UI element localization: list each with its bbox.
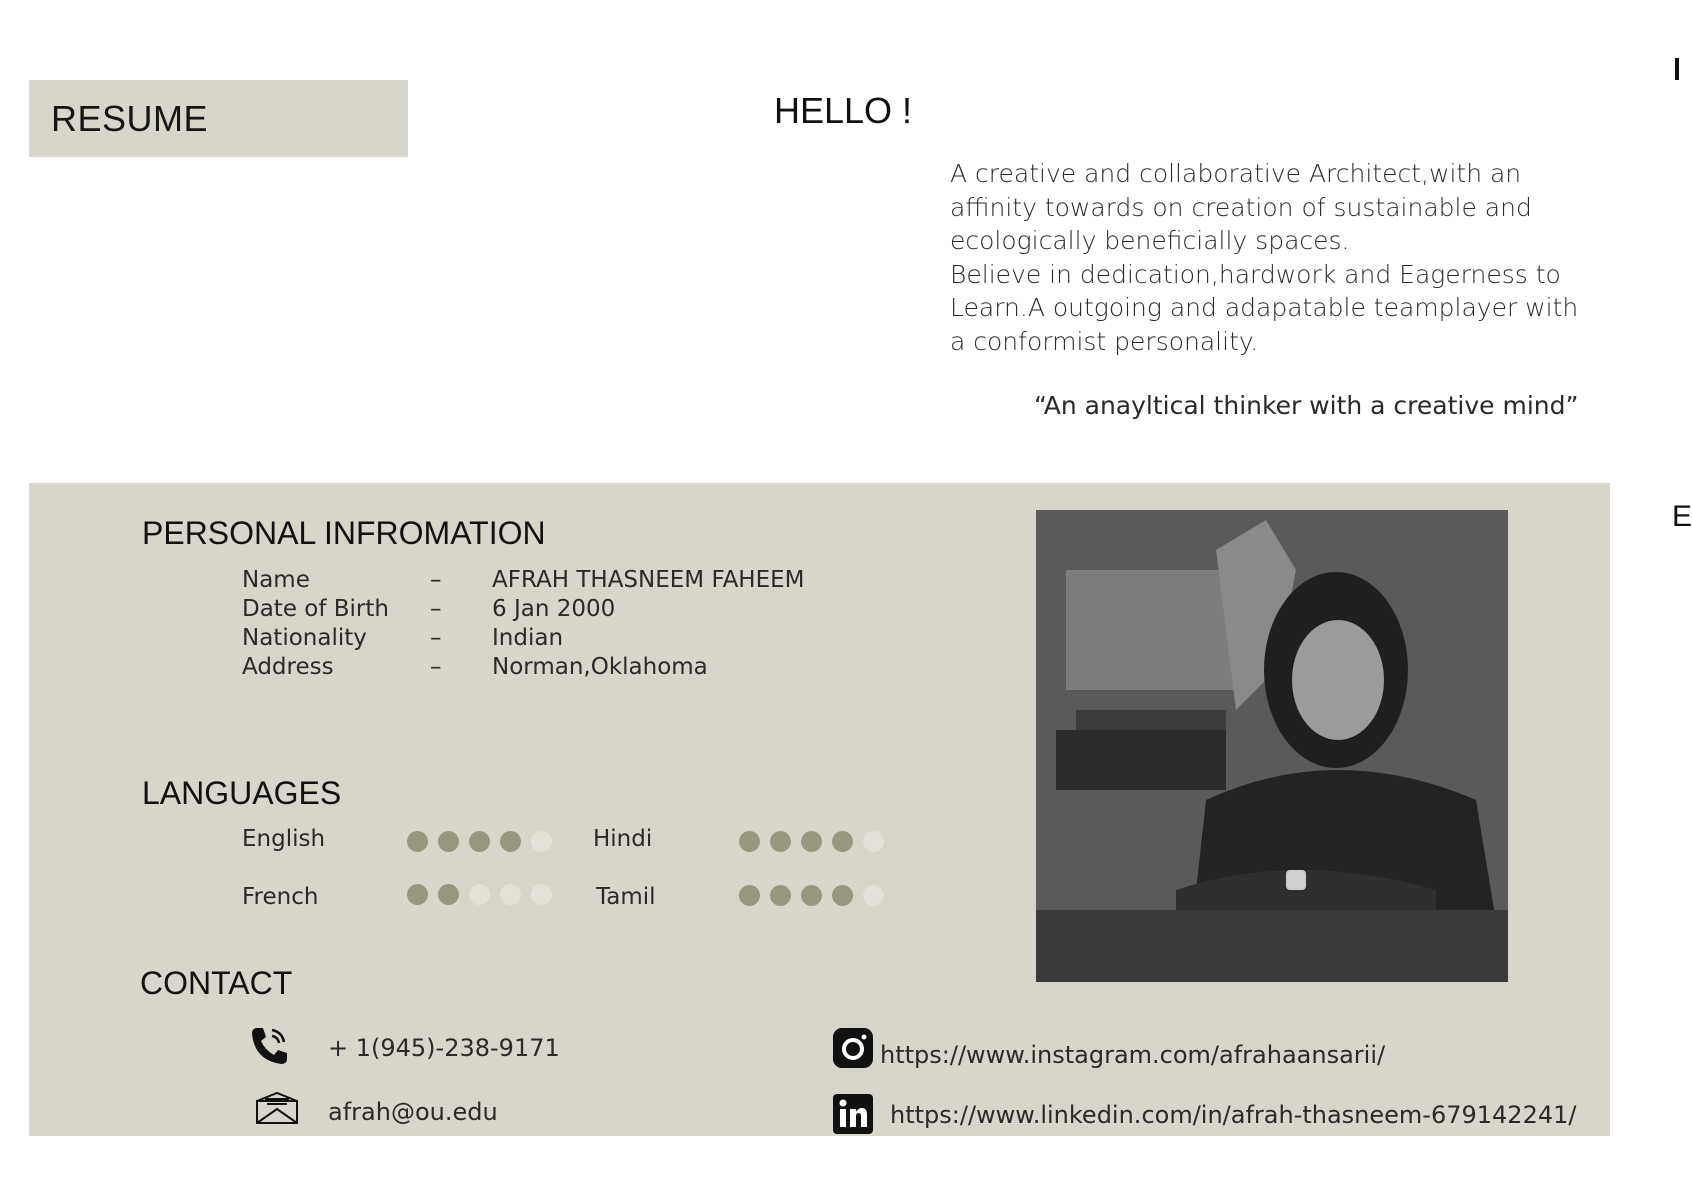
level-dot-filled — [739, 831, 760, 852]
level-dot-empty — [531, 884, 552, 905]
language-level — [407, 884, 552, 905]
level-dot-filled — [770, 885, 791, 906]
level-dot-filled — [770, 831, 791, 852]
language-name: English — [242, 826, 326, 852]
level-dot-filled — [832, 831, 853, 852]
info-dash: – — [430, 625, 442, 651]
info-dash: – — [430, 654, 442, 680]
edge-letter: E — [1672, 500, 1692, 533]
about-paragraph-2: Believe in dedication,hardwork and Eagerness to Learn.A outgoing and adapatable teamplayer with a conformist personality. — [950, 259, 1579, 356]
level-dot-filled — [438, 831, 459, 852]
resume-label-box — [29, 80, 408, 157]
info-value: Indian — [492, 625, 564, 651]
info-row-address — [242, 653, 708, 682]
info-value: Norman,Oklahoma — [492, 654, 708, 680]
info-value: AFRAH THASNEEM FAHEEM — [492, 567, 805, 593]
edge-mark — [1675, 58, 1679, 80]
level-dot-empty — [863, 831, 884, 852]
hello-heading: HELLO ! — [774, 90, 913, 131]
language-level — [407, 831, 552, 852]
personal-info-title: PERSONAL INFROMATION — [142, 515, 546, 551]
info-row-name — [242, 566, 805, 595]
language-name: Hindi — [593, 826, 653, 852]
phone-icon — [248, 1024, 292, 1066]
about-text — [950, 157, 1590, 358]
info-dash: – — [430, 596, 442, 622]
instagram-link[interactable]: https://www.instagram.com/afrahaansarii/ — [880, 1041, 1386, 1069]
info-key: Nationality — [242, 625, 367, 651]
level-dot-empty — [500, 884, 521, 905]
portrait-silhouette — [1036, 510, 1508, 982]
level-dot-filled — [832, 885, 853, 906]
resume-label: RESUME — [51, 97, 209, 139]
info-key: Name — [242, 567, 310, 593]
level-dot-filled — [739, 885, 760, 906]
email-icon — [255, 1091, 299, 1125]
language-level — [739, 885, 884, 906]
level-dot-filled — [801, 831, 822, 852]
instagram-icon[interactable] — [833, 1028, 873, 1068]
level-dot-filled — [500, 831, 521, 852]
about-paragraph-1: A creative and collaborative Architect,with an affinity towards on creation of sustainable and ecologically beneficially spaces. — [950, 159, 1532, 255]
contact-title: CONTACT — [140, 965, 293, 1001]
level-dot-filled — [438, 884, 459, 905]
linkedin-link[interactable]: https://www.linkedin.com/in/afrah-thasneem-679142241/ — [890, 1101, 1577, 1129]
language-level — [739, 831, 884, 852]
profile-photo — [1036, 510, 1508, 982]
phone-number[interactable]: + 1(945)-238-9171 — [328, 1034, 560, 1062]
info-key: Date of Birth — [242, 596, 389, 622]
info-row-nationality — [242, 624, 563, 653]
info-key: Address — [242, 654, 334, 680]
languages-title: LANGUAGES — [142, 775, 342, 811]
info-row-dob — [242, 595, 615, 624]
language-name: Tamil — [596, 884, 656, 910]
quote: “An anayltical thinker with a creative mind” — [1034, 391, 1579, 420]
level-dot-empty — [469, 884, 490, 905]
level-dot-filled — [407, 831, 428, 852]
level-dot-empty — [531, 831, 552, 852]
info-dash: – — [430, 567, 442, 593]
email-address[interactable]: afrah@ou.edu — [328, 1098, 498, 1126]
level-dot-empty — [863, 885, 884, 906]
level-dot-filled — [801, 885, 822, 906]
linkedin-icon[interactable] — [833, 1094, 873, 1134]
language-name: French — [242, 884, 319, 910]
info-value: 6 Jan 2000 — [492, 596, 616, 622]
level-dot-filled — [469, 831, 490, 852]
level-dot-filled — [407, 884, 428, 905]
